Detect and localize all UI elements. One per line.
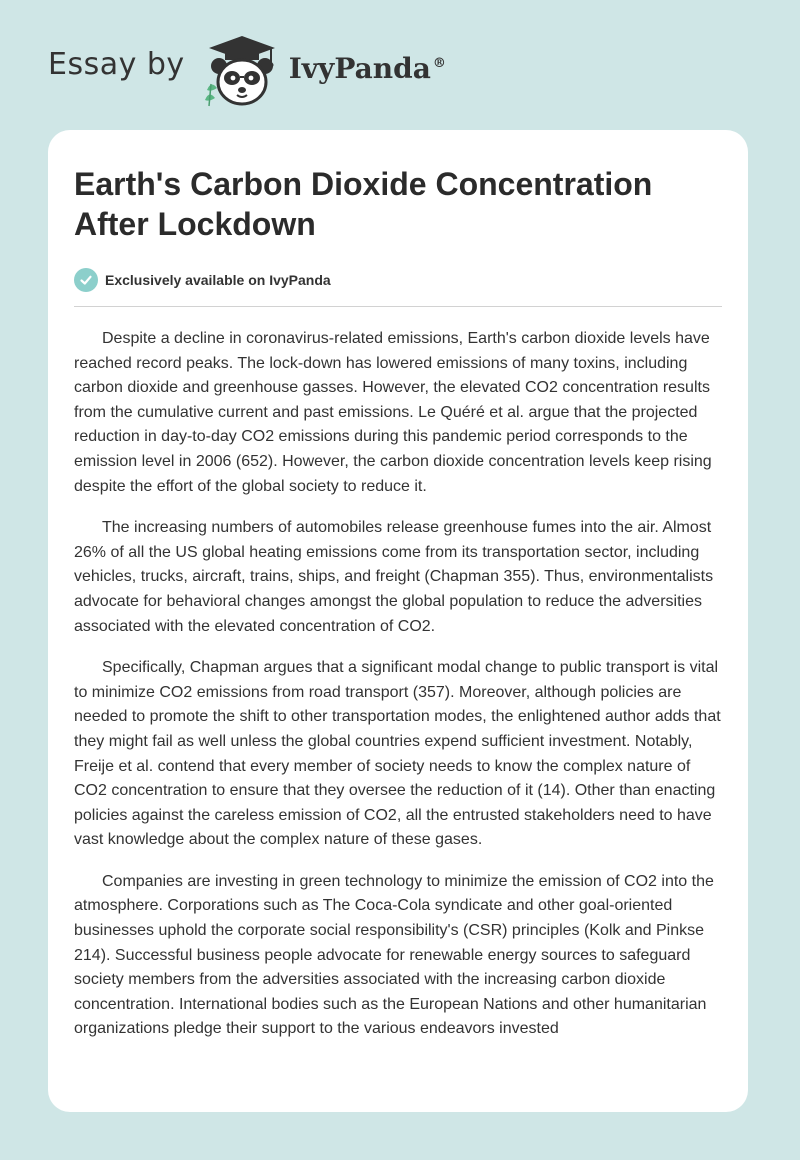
essay-paragraph-3: Specifically, Chapman argues that a significant modal change to public transport is vital to minimize CO2 emissions from road transport (357). Moreover, although policies are needed to promote the shift to other transportation modes, the enlightened author adds that they might fail as well unless the global countries expend sufficient investment. Notably, Freije et al. contend that every member of society needs to know the complex nature of CO2 concentration to ensure that they oversee the reduction of it (14). Other than enacting policies against the careless emission of CO2, all the entrusted stakeholders need to have vast knowledge about the complex nature of these gases. xyxy=(74,659,721,849)
site-header xyxy=(48,32,446,108)
exclusive-label: Exclusively available on IvyPanda xyxy=(105,272,331,288)
essay-body xyxy=(74,327,722,1042)
essay-paragraph-2: The increasing numbers of automobiles release greenhouse fumes into the air. Almost 26% of all the US global heating emissions come from its transportation sector, including vehicles, trucks, aircraft, trains, ships, and freight (Chapman 355). Thus, environmentalists advocate for behavioral changes amongst the global population to reduce the adversities associated with the elevated concentration of CO2. xyxy=(74,519,714,635)
panda-graduate-icon[interactable] xyxy=(199,32,285,108)
check-circle-icon xyxy=(74,268,98,292)
brand-name[interactable] xyxy=(289,52,446,85)
exclusive-notice xyxy=(74,266,722,294)
brand-name-text: IvyPanda xyxy=(288,51,431,85)
registered-mark: ® xyxy=(432,56,446,72)
essay-by-label: Essay by xyxy=(48,46,185,82)
essay-paragraph-4: Companies are investing in green technology to minimize the emission of CO2 into the atmosphere. Corporations such as The Coca-Cola syndicate and other goal-oriented businesses uphold the corporate social responsibility's (CSR) principles (Kolk and Pinkse 214). Successful business people advocate for renewable energy sources to safeguard society members from the adversities associated with the increasing carbon dioxide concentration. International bodies such as the European Nations and other humanitarian organizations pledge their support to the various endeavors invested xyxy=(74,872,714,1038)
title-divider xyxy=(74,306,722,307)
essay-paragraph-1: Despite a decline in coronavirus-related emissions, Earth's carbon dioxide levels have reached record peaks. The lock-down has lowered emissions of many toxins, including carbon dioxide and greenhouse gasses. However, the elevated CO2 concentration results from the cumulative current and past emissions. Le Quéré et al. argue that the projected reduction in day-to-day CO2 emissions during this pandemic period corresponds to the emission level in 2006 (652). However, the carbon dioxide concentration levels keep rising despite the effort of the global society to reduce it. xyxy=(74,330,712,495)
essay-card xyxy=(48,130,748,1112)
essay-title: Earth's Carbon Dioxide Concentration After Lockdown xyxy=(74,166,653,242)
